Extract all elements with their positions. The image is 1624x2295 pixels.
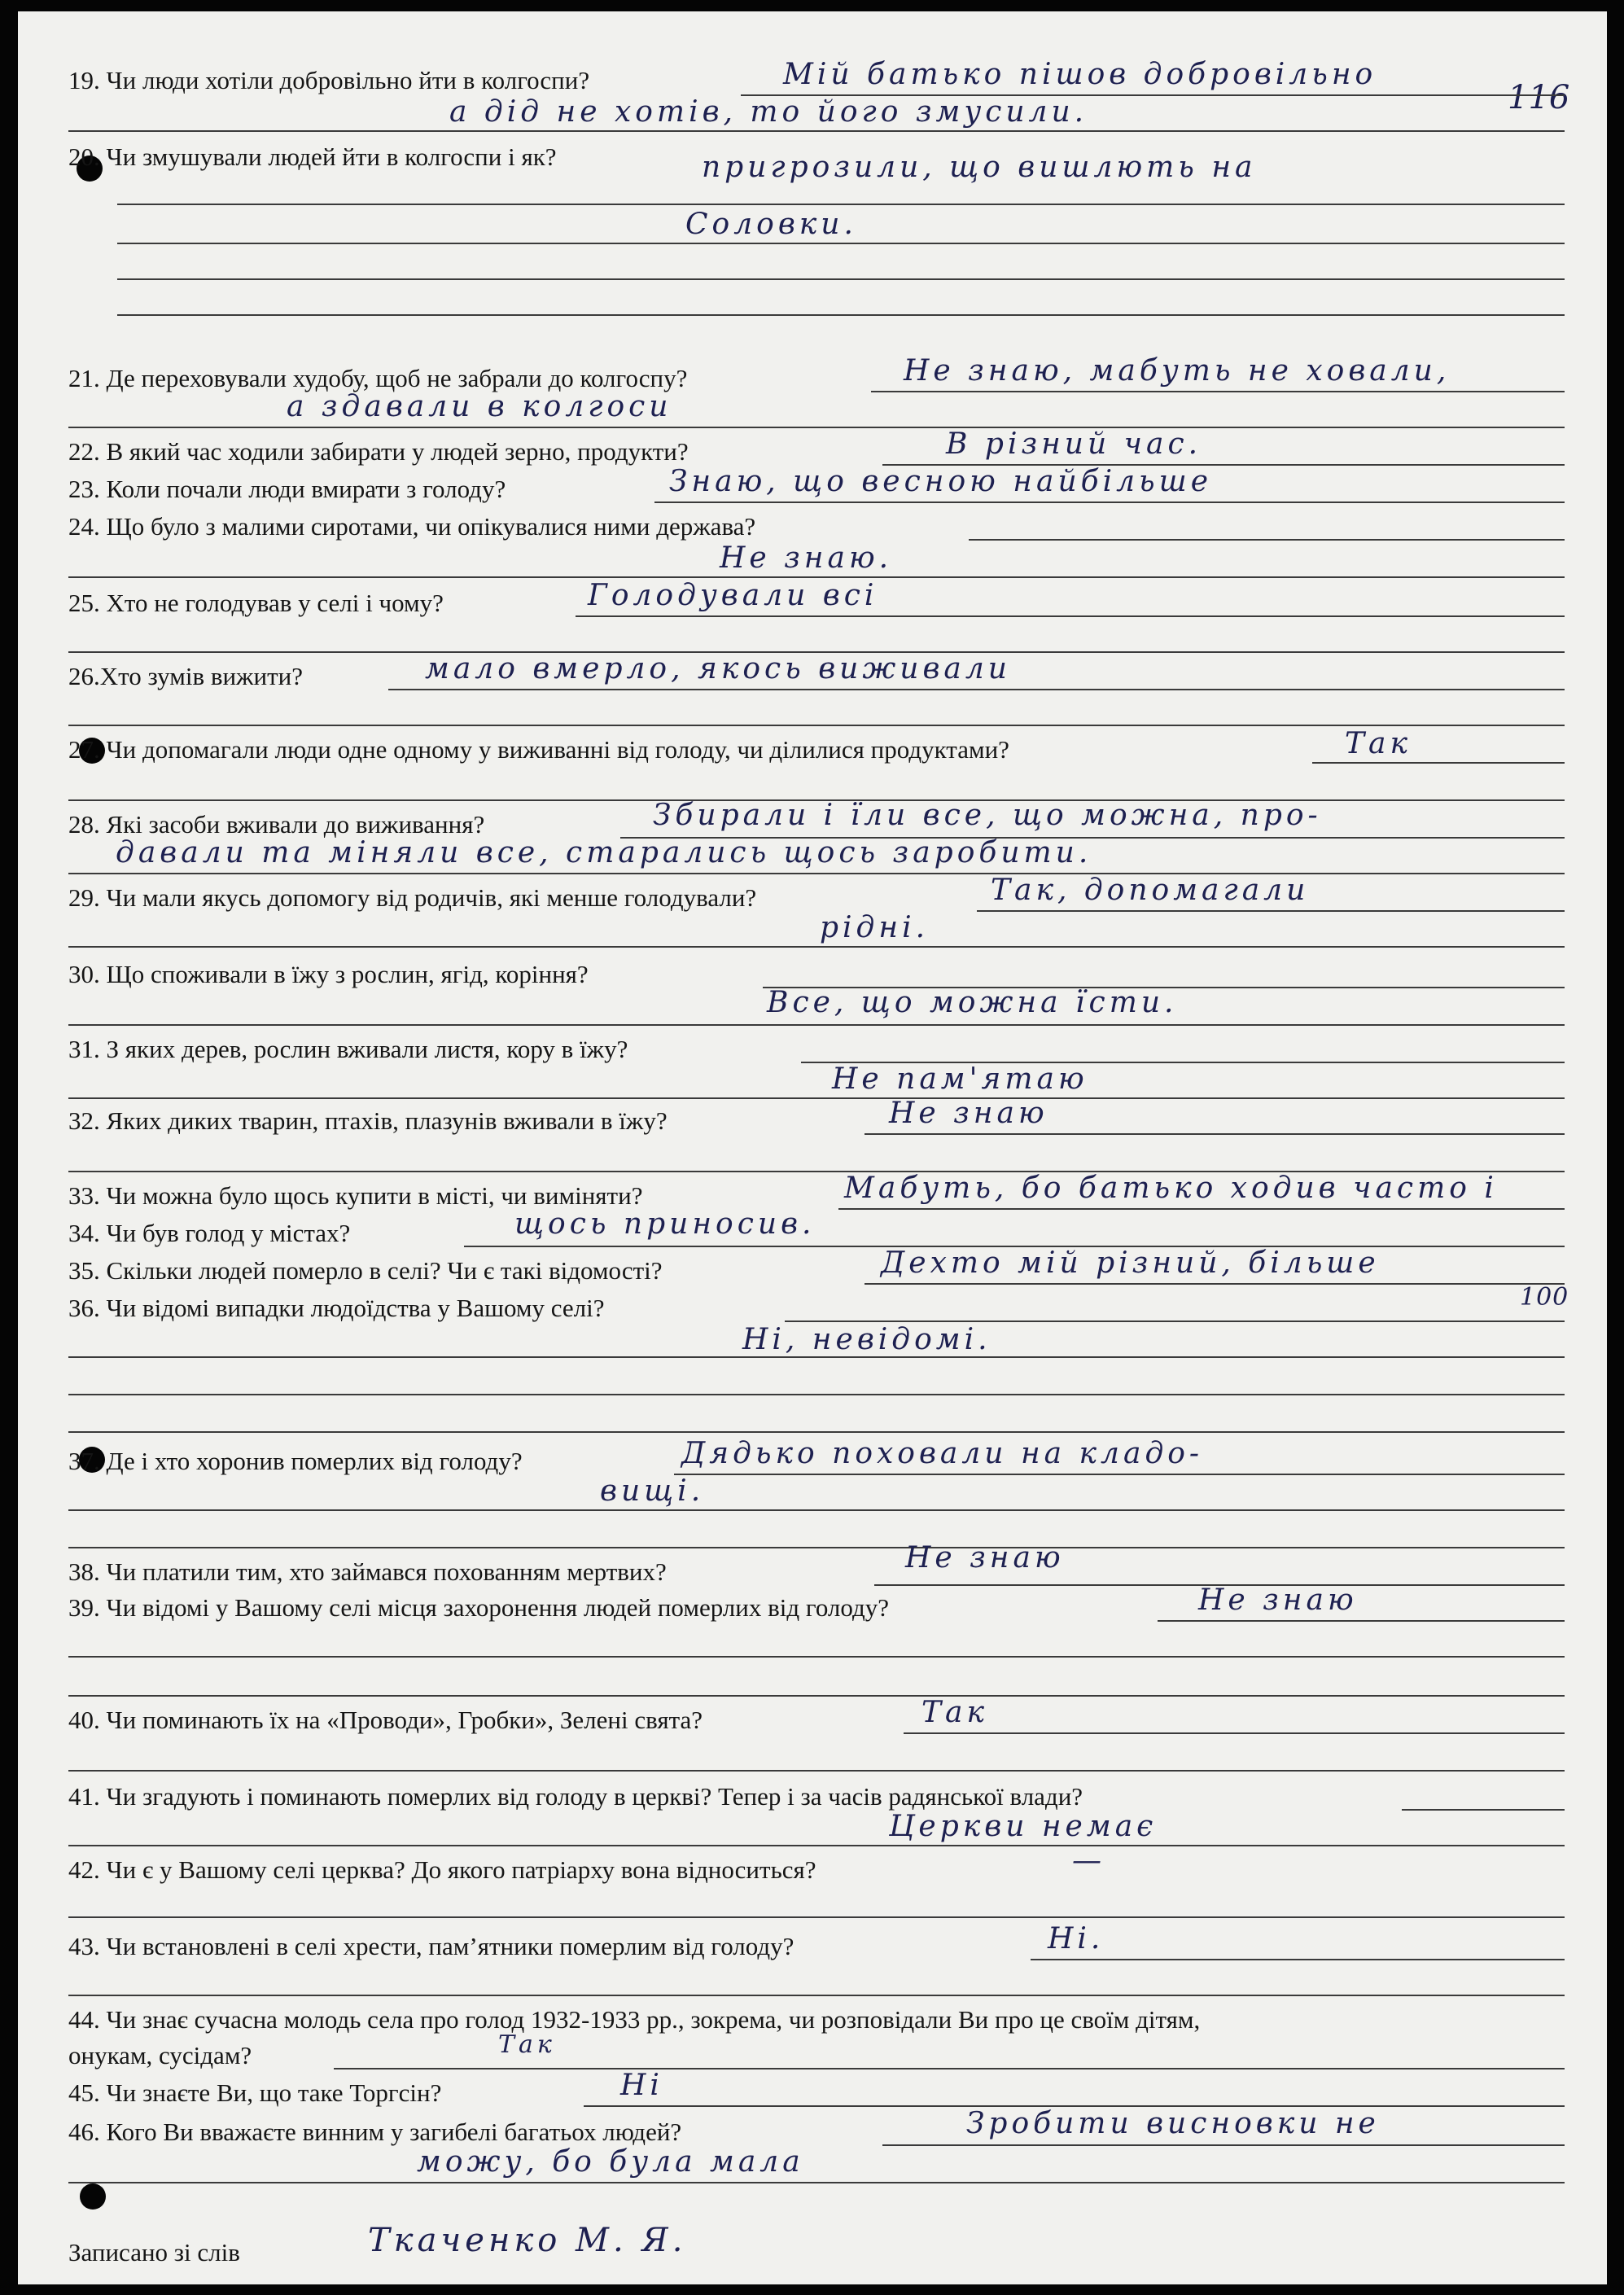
question-39: 39. Чи відомі у Вашому селі місця захоронення людей померлих від голоду? [68, 1593, 890, 1622]
question-41: 41. Чи згадують і поминають померлих від голоду в церкві? Тепер і за часів радянської влади? [68, 1782, 1083, 1811]
answer-line [785, 1321, 1565, 1322]
answer-29-line2: рідні. [820, 911, 930, 944]
answer-43: Ні. [1048, 1922, 1105, 1956]
question-24: 24. Що було з малими сиротами, чи опікувалися ними держава? [68, 512, 756, 541]
answer-37-line2: вищі. [600, 1474, 705, 1508]
answer-21-line2: а здавали в колгоси [287, 390, 672, 423]
punch-hole [80, 2183, 106, 2210]
answer-line [68, 1656, 1565, 1658]
question-33: 33. Чи можна було щось купити в місті, чи виміняти? [68, 1181, 643, 1210]
answer-line [674, 1474, 1565, 1475]
question-45: 45. Чи знаєте Ви, що таке Торгсін? [68, 2078, 442, 2107]
question-38: 38. Чи платили тим, хто займався похованням мертвих? [68, 1557, 667, 1586]
answer-36: Ні, невідомі. [742, 1323, 991, 1356]
answer-45: Ні [620, 2069, 663, 2102]
answer-21-line1: Не знаю, мабуть не ховали, [904, 354, 1451, 388]
answer-41: Церкви немає [889, 1810, 1158, 1843]
answer-34: щось приносив. [514, 1207, 816, 1241]
question-20: 20. Чи змушували людей йти в колгоспи і як? [68, 142, 557, 171]
question-43: 43. Чи встановлені в селі хрести, пам’ятники померлим від голоду? [68, 1932, 794, 1960]
answer-line [68, 1394, 1565, 1395]
answer-38: Не знаю [905, 1541, 1065, 1575]
answer-37-line1: Дядько поховали на кладо- [681, 1437, 1204, 1470]
question-32: 32. Яких диких тварин, птахів, плазунів вживали в їжу? [68, 1106, 668, 1135]
answer-35-line2: 100 [1520, 1283, 1569, 1312]
answer-line [68, 1770, 1565, 1772]
question-21: 21. Де переховували худобу, щоб не забрали до колгоспу? [68, 364, 688, 392]
answer-19-line2: а дід не хотів, то його змусили. [449, 95, 1088, 129]
answer-line [68, 427, 1565, 428]
answer-line [117, 278, 1565, 280]
answer-23: Знаю, що весною найбільше [669, 465, 1213, 498]
question-31: 31. З яких дерев, рослин вживали листя, кору в їжу? [68, 1035, 628, 1063]
question-30: 30. Що споживали в їжу з рослин, ягід, коріння? [68, 960, 589, 988]
answer-42: — [1072, 1844, 1105, 1877]
answer-line [68, 725, 1565, 726]
question-22: 22. В який час ходили забирати у людей зерно, продукти? [68, 437, 689, 466]
answer-27: Так [1345, 727, 1412, 760]
answer-line [117, 204, 1565, 205]
footer-label: Записано зі слів [68, 2238, 240, 2267]
answer-29-line1: Так, допомагали [991, 874, 1310, 907]
answer-line [68, 1509, 1565, 1511]
answer-28-line1: Збирали і їли все, що можна, про- [653, 799, 1322, 832]
question-40: 40. Чи поминають їх на «Проводи», Гробки», Зелені свята? [68, 1706, 703, 1734]
answer-40: Так [921, 1696, 988, 1729]
question-37: 37. Де і хто хоронив померлих від голоду? [68, 1447, 523, 1475]
answer-line [68, 1916, 1565, 1918]
question-26: 26.Хто зумів вижити? [68, 662, 303, 690]
answer-25: Голодували всі [588, 579, 878, 612]
question-36: 36. Чи відомі випадки людоїдства у Вашому селі? [68, 1294, 605, 1322]
answer-line [68, 1695, 1565, 1697]
answer-line [871, 391, 1565, 392]
answer-line [334, 2068, 1565, 2069]
answer-22: В різний час. [946, 427, 1202, 461]
question-29: 29. Чи мали якусь допомогу від родичів, які менше голодували? [68, 883, 757, 912]
answer-20-line2: Соловки. [685, 208, 857, 241]
answer-20-line1: пригрозили, що вишлють на [702, 151, 1257, 184]
questionnaire-page [18, 11, 1607, 2284]
answer-line [838, 1208, 1565, 1210]
answer-line [68, 130, 1565, 132]
answer-line [117, 314, 1565, 316]
footer-name: Ткаченко М. Я. [368, 2222, 687, 2259]
answer-31: Не пам'ятаю [832, 1062, 1088, 1096]
answer-35-line1: Дехто мій різний, більше [881, 1246, 1380, 1280]
answer-line [1402, 1809, 1565, 1811]
question-25: 25. Хто не голодував у селі і чому? [68, 589, 444, 617]
answer-line [68, 1431, 1565, 1433]
answer-line [68, 1547, 1565, 1548]
answer-28-line2: давали та міняли все, старались щось заробити. [116, 836, 1092, 869]
answer-line [977, 910, 1565, 912]
answer-line [68, 576, 1565, 578]
answer-line [969, 539, 1565, 541]
answer-line [68, 2182, 1565, 2183]
answer-line [576, 615, 1565, 617]
answer-line [654, 501, 1565, 503]
answer-line [117, 243, 1565, 244]
question-19: 19. Чи люди хотіли добровільно йти в колгоспи? [68, 66, 590, 94]
answer-46-line1: Зробити висновки не [966, 2107, 1380, 2140]
answer-line [68, 873, 1565, 874]
answer-line [68, 1097, 1565, 1099]
answer-line [865, 1283, 1565, 1285]
answer-line [1312, 762, 1565, 764]
answer-line [68, 946, 1565, 948]
question-34: 34. Чи був голод у містах? [68, 1219, 351, 1247]
question-44-continued: онукам, сусідам? [68, 2041, 252, 2069]
answer-line [1031, 1959, 1565, 1960]
answer-line [865, 1133, 1565, 1135]
question-42: 42. Чи є у Вашому селі церква? До якого патріарху вона відноситься? [68, 1855, 816, 1884]
answer-46-line2: можу, бо була мала [417, 2145, 804, 2179]
question-46: 46. Кого Ви вважаєте винним у загибелі багатьох людей? [68, 2118, 682, 2146]
answer-line [68, 1024, 1565, 1026]
answer-line [882, 2144, 1565, 2146]
question-23: 23. Коли почали люди вмирати з голоду? [68, 475, 506, 503]
answer-39: Не знаю [1198, 1583, 1358, 1617]
answer-line [388, 689, 1565, 690]
answer-19-line1: Мій батько пішов добровільно [783, 58, 1377, 91]
answer-33: Мабуть, бо батько ходив часто і [844, 1172, 1498, 1205]
answer-26: мало вмерло, якось виживали [425, 652, 1011, 685]
answer-24: Не знаю. [720, 541, 893, 575]
answer-44: Так [498, 2030, 556, 2059]
answer-32: Не знаю [889, 1097, 1048, 1130]
question-44: 44. Чи знає сучасна молодь села про голод 1932-1933 рр., зокрема, чи розповідали Ви про це своїм дітям, [68, 2005, 1201, 2034]
answer-line [68, 1995, 1565, 1996]
answer-30: Все, що можна їсти. [767, 986, 1178, 1019]
question-28: 28. Які засоби вживали до виживання? [68, 810, 485, 839]
question-35: 35. Скільки людей померло в селі? Чи є такі відомості? [68, 1256, 663, 1285]
answer-line [68, 1356, 1565, 1358]
answer-line [68, 1845, 1565, 1846]
question-27: 27. Чи допомагали люди одне одному у виживанні від голоду, чи ділилися продуктами? [68, 735, 1009, 764]
page-number: 116 [1508, 79, 1570, 116]
answer-line [1158, 1620, 1565, 1622]
answer-line [904, 1732, 1565, 1734]
